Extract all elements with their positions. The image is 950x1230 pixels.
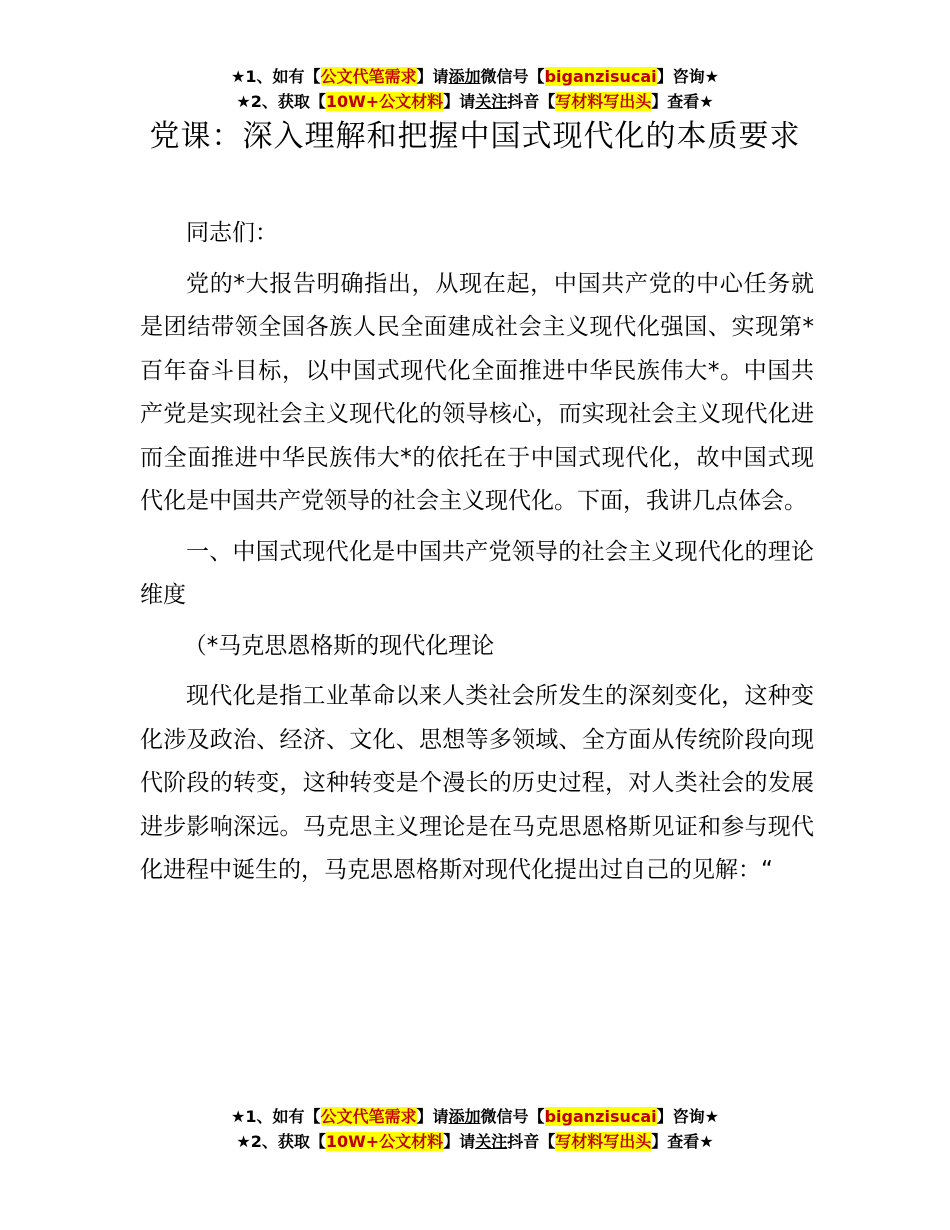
document-body — [140, 212, 814, 900]
promo-text: 】请 — [416, 67, 449, 86]
promo-highlight: 10W+公文材料 — [325, 1132, 444, 1151]
promo-text: ★1、如有【 — [231, 1107, 321, 1126]
promo-text: 抖音【 — [507, 92, 556, 111]
salutation: 同志们： — [186, 220, 278, 246]
promo-underlined: 关注 — [475, 1132, 508, 1151]
paragraph: 现代化是指工业革命以来人类社会所发生的深刻变化，这种变化涉及政治、经济、文化、思想等多领域、全方面从传统阶段向现代阶段的转变，这种转变是个漫长的历史过程，对人类社会的发展进步影响深远。马克思主义理论是在马克思恩格斯见证和参与现代化进程中诞生的，马克思恩格斯对现代化提出过自己的见解：“ — [140, 683, 814, 883]
promo-douyin-id: 写材料写出头 — [555, 92, 652, 111]
promo-text: 】请 — [443, 1132, 476, 1151]
paragraph: 党的*大报告明确指出，从现在起，中国共产党的中心任务就是团结带领全国各族人民全面建成社会主义现代化强国、实现第*百年奋斗目标，以中国式现代化全面推进中华民族伟大*。中国共产党是实现社会主义现代化的领导核心，而实现社会主义现代化进而全面推进中华民族伟大*的依托在于中国式现代化，故中国式现代化是中国共产党领导的社会主义现代化。下面，我讲几点体会。 — [140, 270, 814, 514]
section-heading: 一、中国式现代化是中国共产党领导的社会主义现代化的理论维度 — [140, 538, 814, 608]
promo-text: ★2、获取【 — [236, 1132, 326, 1151]
promo-wechat-id: biganzisucai — [544, 1107, 657, 1126]
promo-text: ★1、如有【 — [231, 67, 321, 86]
promo-line-2 — [0, 1129, 950, 1154]
promo-text: ★2、获取【 — [236, 92, 326, 111]
promo-underlined: 关注 — [475, 92, 508, 111]
top-promo-banner — [0, 64, 950, 114]
promo-text: 】咨询★ — [656, 1107, 719, 1126]
promo-wechat-id: biganzisucai — [544, 67, 657, 86]
promo-text: 】查看★ — [651, 92, 714, 111]
promo-text: 微信号【 — [480, 67, 545, 86]
promo-underlined: 添加 — [448, 67, 481, 86]
document-title: 党课：深入理解和把握中国式现代化的本质要求 — [149, 119, 801, 154]
bottom-promo-banner — [0, 1104, 950, 1154]
promo-highlight: 公文代笔需求 — [320, 67, 417, 86]
promo-douyin-id: 写材料写出头 — [555, 1132, 652, 1151]
promo-text: 】请 — [443, 92, 476, 111]
promo-line-1 — [0, 1104, 950, 1129]
promo-highlight: 公文代笔需求 — [320, 1107, 417, 1126]
promo-underlined: 添加 — [448, 1107, 481, 1126]
promo-text: 】咨询★ — [656, 67, 719, 86]
promo-text: 】请 — [416, 1107, 449, 1126]
promo-line-1 — [0, 64, 950, 89]
subsection-heading: （*马克思恩格斯的现代化理论 — [183, 632, 495, 659]
promo-text: 抖音【 — [507, 1132, 556, 1151]
promo-text: 微信号【 — [480, 1107, 545, 1126]
promo-highlight: 10W+公文材料 — [325, 92, 444, 111]
promo-text: 】查看★ — [651, 1132, 714, 1151]
promo-line-2 — [0, 89, 950, 114]
